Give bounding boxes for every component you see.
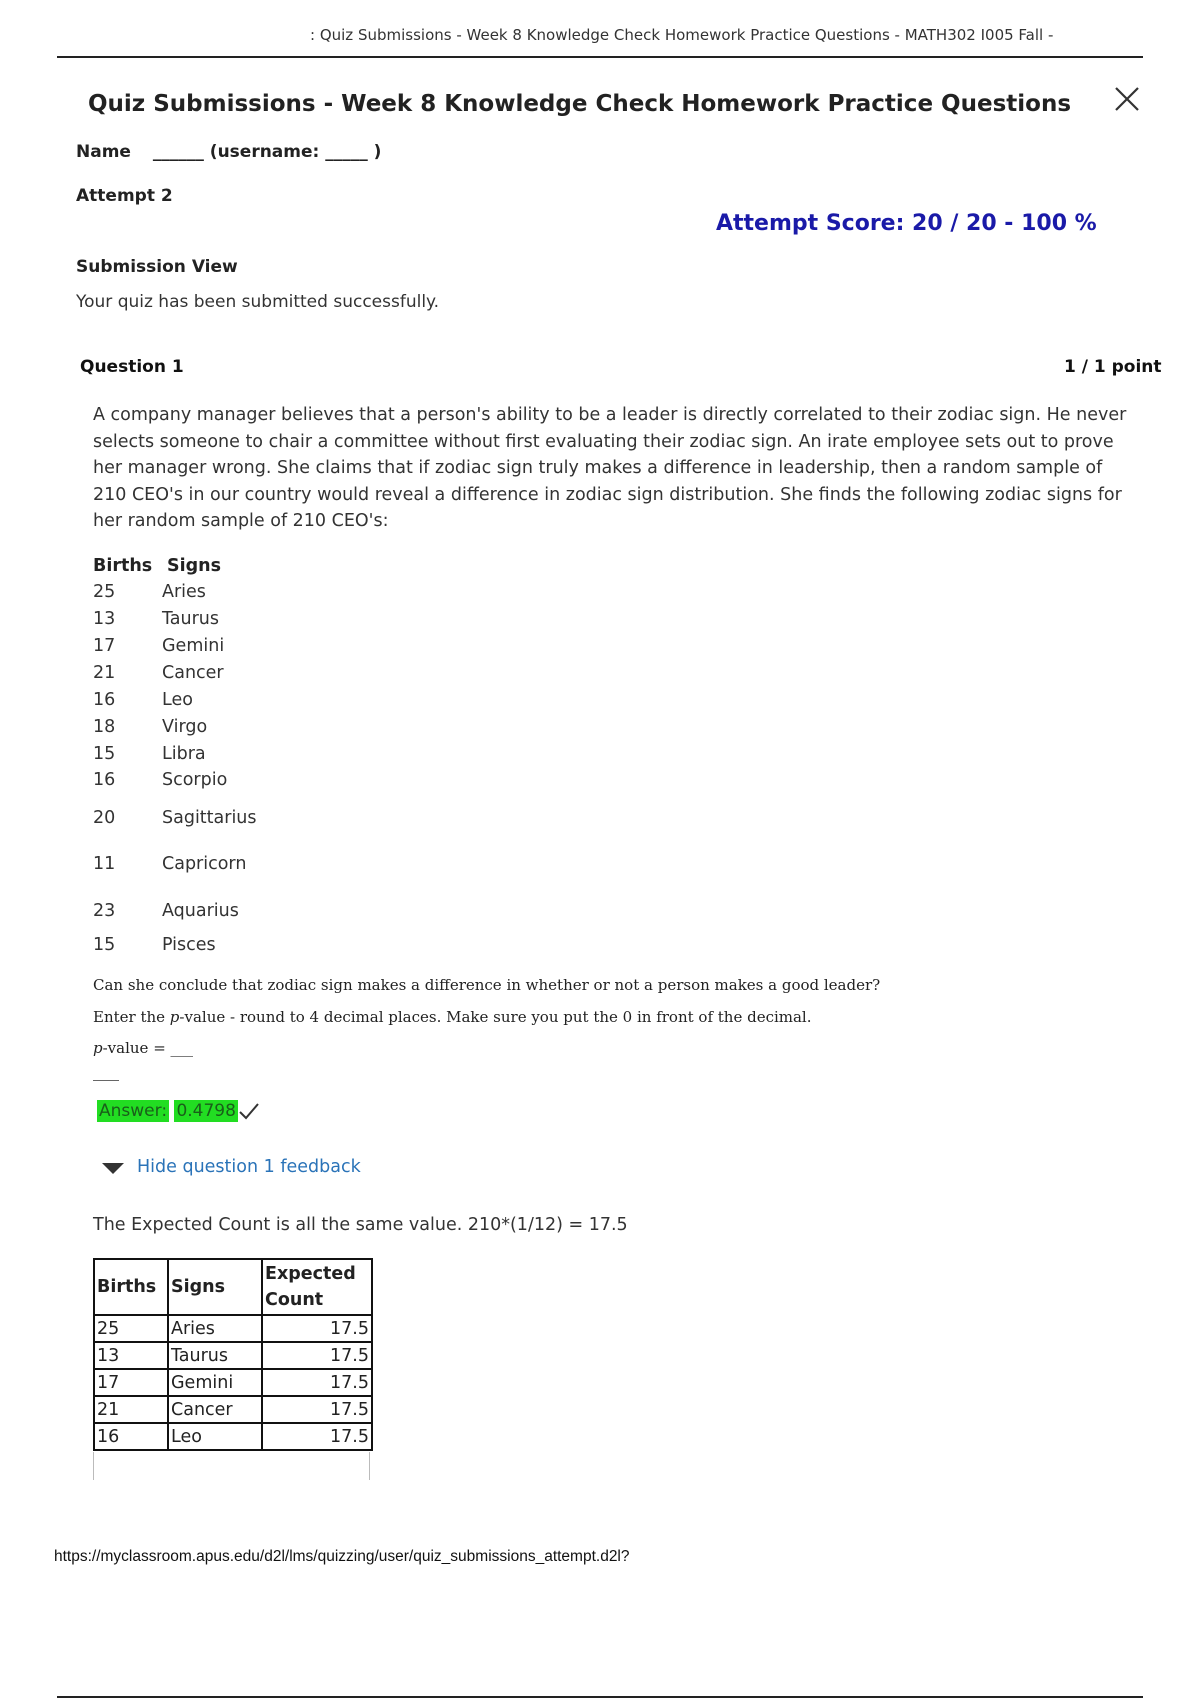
births-value: 16	[93, 690, 116, 710]
header-divider	[57, 56, 1143, 58]
exp-sign-cell: Leo	[168, 1423, 262, 1450]
births-header: Births	[93, 556, 153, 576]
attempt-number: Attempt 2	[76, 186, 173, 206]
list-item	[93, 744, 393, 768]
table-row	[94, 1342, 372, 1369]
table-tail	[93, 1452, 370, 1480]
births-value: 20	[93, 808, 116, 828]
sign-value: Capricorn	[162, 854, 247, 874]
exp-count-cell: 17.5	[262, 1342, 372, 1369]
question-points: 1 / 1 point	[1064, 357, 1162, 377]
table-row	[94, 1315, 372, 1342]
births-value: 13	[93, 609, 116, 629]
exp-sign-cell: Taurus	[168, 1342, 262, 1369]
list-item	[93, 690, 393, 714]
exp-births-cell: 21	[94, 1396, 168, 1423]
signs-header: Signs	[167, 556, 222, 576]
instruction-post: -value - round to 4 decimal places. Make sure you put the 0 in front of the decimal.	[179, 1008, 812, 1026]
exp-count-cell: 17.5	[262, 1315, 372, 1342]
exp-births-cell: 25	[94, 1315, 168, 1342]
submission-message: Your quiz has been submitted successfully.	[76, 292, 440, 312]
exp-births-header: Births	[94, 1259, 168, 1315]
pvalue-post: -value = ___	[102, 1039, 194, 1057]
exp-sign-cell: Gemini	[168, 1369, 262, 1396]
births-value: 15	[93, 935, 116, 955]
list-item	[93, 609, 393, 633]
check-icon	[238, 1102, 260, 1120]
exp-count-header	[262, 1259, 372, 1315]
instruction-p: p	[169, 1008, 180, 1026]
exp-count-cell: 17.5	[262, 1369, 372, 1396]
table-row	[94, 1369, 372, 1396]
hide-feedback-toggle[interactable]	[101, 1157, 361, 1177]
question-text: A company manager believes that a person's ability to be a leader is directly correlated to their zodiac sign. He never selects someone to chair a committee without first evaluating their zodiac sign. An irate employee sets out to prove her manager wrong. She claims that if zodiac sign truly makes a difference in leadership, then a random sample of 210 CEO's in our country would reveal a difference in zodiac sign distribution. She finds the following zodiac signs for her random sample of 210 CEO's:	[93, 405, 1127, 531]
exp-births-cell: 17	[94, 1369, 168, 1396]
table-row	[94, 1396, 372, 1423]
pvalue-line	[93, 1039, 193, 1057]
sign-value: Leo	[162, 690, 193, 710]
list-item	[93, 901, 393, 925]
sign-value: Taurus	[162, 609, 220, 629]
name-blank: ______	[152, 142, 204, 162]
births-value: 25	[93, 582, 116, 602]
births-value: 11	[93, 854, 116, 874]
name-label: Name	[76, 142, 131, 162]
username-blank: _____	[325, 142, 368, 162]
births-value: 16	[93, 770, 116, 790]
pvalue-p: p	[93, 1039, 103, 1057]
sign-value: Sagittarius	[162, 808, 257, 828]
question-prompt: Can she conclude that zodiac sign makes a difference in whether or not a person makes a good leader?	[93, 976, 881, 994]
sign-value: Cancer	[162, 663, 224, 683]
exp-births-cell: 13	[94, 1342, 168, 1369]
births-value: 21	[93, 663, 116, 683]
short-divider	[93, 1080, 119, 1081]
close-icon	[1112, 84, 1142, 114]
page-title: Quiz Submissions - Week 8 Knowledge Check Homework Practice Questions	[88, 91, 1072, 117]
username-label: (username:	[209, 142, 320, 162]
exp-sign-cell: Aries	[168, 1315, 262, 1342]
answer-label: Answer:	[99, 1101, 168, 1121]
triangle-down-icon	[101, 1160, 125, 1174]
attempt-score: Attempt Score: 20 / 20 - 100 %	[716, 211, 1097, 236]
list-item	[93, 770, 393, 794]
list-item	[93, 854, 393, 878]
answer-value: 0.4798	[176, 1101, 236, 1121]
hide-feedback-link[interactable]: Hide question 1 feedback	[137, 1157, 361, 1177]
page-header: : Quiz Submissions - Week 8 Knowledge Check Homework Practice Questions - MATH302 I005 Fall -	[310, 26, 1054, 44]
sign-value: Libra	[162, 744, 206, 764]
exp-sign-cell: Cancer	[168, 1396, 262, 1423]
exp-signs-header: Signs	[168, 1259, 262, 1315]
answer-row	[97, 1101, 260, 1121]
list-item	[93, 808, 393, 832]
close-button[interactable]	[1112, 84, 1142, 114]
exp-count-cell: 17.5	[262, 1396, 372, 1423]
list-item	[93, 636, 393, 660]
sign-value: Scorpio	[162, 770, 228, 790]
births-value: 17	[93, 636, 116, 656]
sign-value: Aries	[162, 582, 206, 602]
list-item	[93, 582, 393, 606]
exp-count-cell: 17.5	[262, 1423, 372, 1450]
list-item	[93, 663, 393, 687]
births-value: 23	[93, 901, 116, 921]
table-row	[94, 1423, 372, 1450]
name-row	[76, 142, 381, 162]
feedback-text: The Expected Count is all the same value. 210*(1/12) = 17.5	[93, 1215, 628, 1235]
sign-value: Virgo	[162, 717, 208, 737]
list-item	[93, 717, 393, 741]
submission-view-heading: Submission View	[76, 257, 238, 277]
exp-count-header-line1: Expected	[265, 1264, 356, 1284]
exp-count-header-line2: Count	[265, 1290, 324, 1310]
sign-value: Aquarius	[162, 901, 239, 921]
list-item	[93, 935, 393, 959]
instruction-pre: Enter the	[93, 1008, 170, 1026]
footer-divider	[57, 1696, 1143, 1698]
footer-url: https://myclassroom.apus.edu/d2l/lms/quizzing/user/quiz_submissions_attempt.d2l?	[54, 1548, 630, 1565]
question-title: Question 1	[80, 357, 184, 377]
sign-value: Pisces	[162, 935, 216, 955]
sign-value: Gemini	[162, 636, 225, 656]
births-value: 18	[93, 717, 116, 737]
exp-births-cell: 16	[94, 1423, 168, 1450]
births-value: 15	[93, 744, 116, 764]
close-paren: )	[373, 142, 382, 162]
expected-count-table	[93, 1258, 373, 1451]
question-instruction	[93, 1008, 812, 1026]
